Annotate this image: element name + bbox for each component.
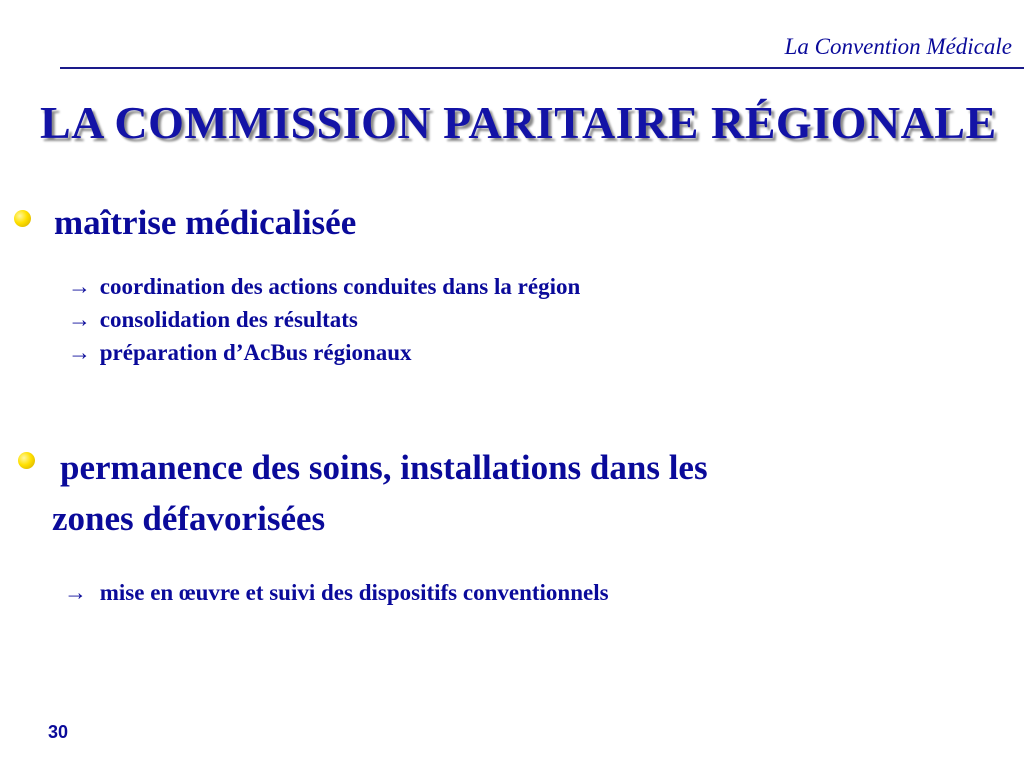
sub-item-text: coordination des actions conduites dans la région [99,274,581,299]
arrow-right-icon: → [68,307,91,332]
sub-item-consolidation [68,307,358,333]
sub-item-mise-en-oeuvre [64,580,609,606]
bullet-dot-icon [14,210,31,227]
arrow-right-icon: → [68,340,91,365]
sub-item-text: consolidation des résultats [99,307,358,332]
header-divider [60,67,1024,69]
sub-item-coordination [68,274,580,300]
bullet-permanence-line2: zones défavorisées [52,499,326,538]
arrow-right-icon: → [68,274,91,299]
sub-item-text: mise en œuvre et suivi des dispositifs conventionnels [99,580,609,605]
bullet-dot-icon [18,452,35,469]
bullet-maitrise-medicalisee: maîtrise médicalisée [54,203,357,242]
page-number: 30 [48,722,69,742]
bullet-permanence-line1: permanence des soins, installations dans les [60,448,708,487]
sub-item-preparation [68,340,412,366]
arrow-right-icon: → [64,580,87,605]
slide-title: LA COMMISSION PARITAIRE RÉGIONALE [40,97,997,148]
sub-item-text: préparation d’AcBus régionaux [99,340,412,365]
header-title: La Convention Médicale [784,34,1012,59]
